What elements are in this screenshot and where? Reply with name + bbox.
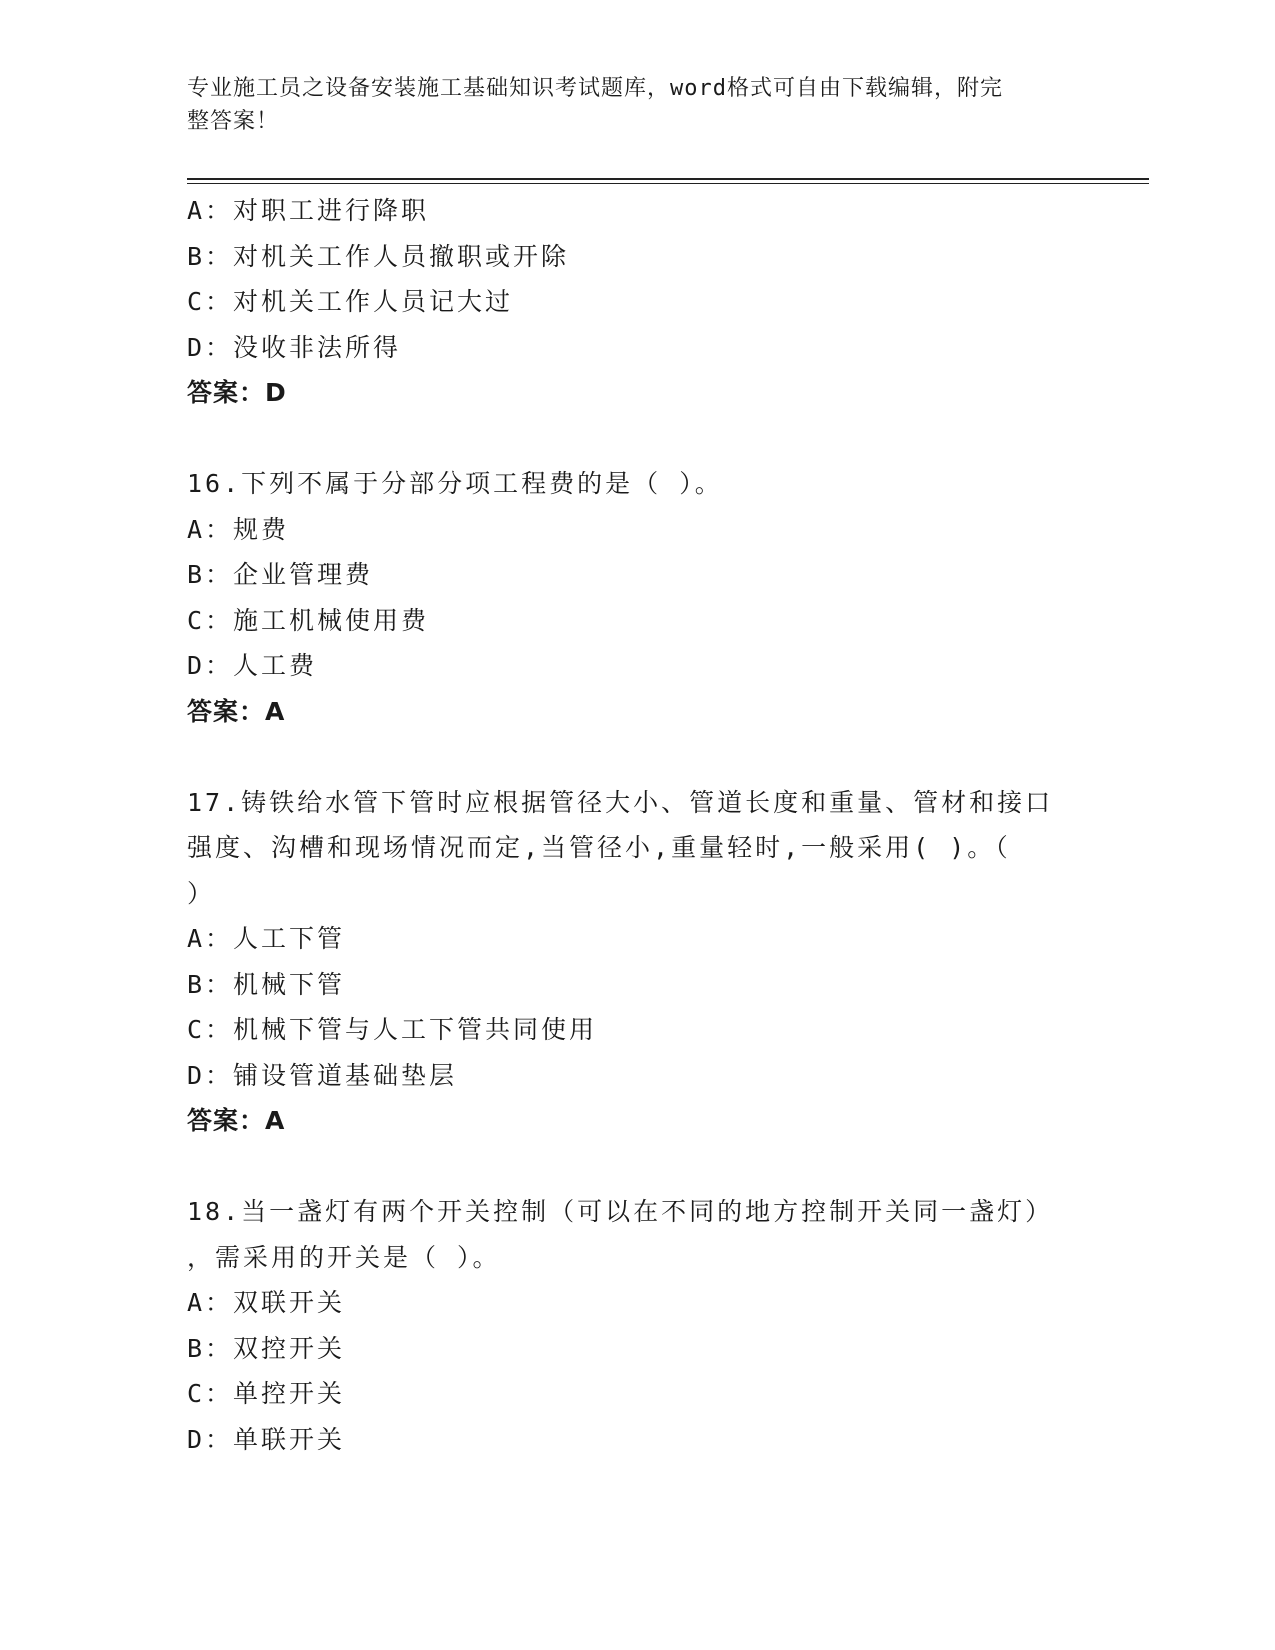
option-d: D：人工费 bbox=[187, 651, 318, 680]
option-b: B：企业管理费 bbox=[187, 560, 374, 589]
header-line-2: 整答案！ bbox=[187, 109, 280, 134]
question-18 bbox=[187, 1189, 1087, 1462]
question-text-line-1: 18.当一盏灯有两个开关控制（可以在不同的地方控制开关同一盏灯） bbox=[187, 1197, 1054, 1226]
question-16 bbox=[187, 461, 1087, 734]
question-list bbox=[187, 188, 1087, 1462]
header-line-1: 专业施工员之设备安装施工基础知识考试题库，word格式可自由下载编辑，附完 bbox=[187, 76, 1003, 101]
header-divider-thin bbox=[187, 183, 1149, 184]
spacer bbox=[187, 1144, 1087, 1190]
spacer bbox=[187, 734, 1087, 780]
answer-line: 答案：A bbox=[187, 696, 286, 726]
answer-line: 答案：D bbox=[187, 378, 287, 407]
question-text-line-3: ） bbox=[187, 878, 216, 908]
option-c: C：对机关工作人员记大过 bbox=[187, 287, 514, 316]
option-b: B：对机关工作人员撤职或开除 bbox=[187, 241, 570, 271]
option-c: C：单控开关 bbox=[187, 1379, 346, 1408]
header-divider-thick bbox=[187, 178, 1149, 180]
question-text-line-2: ，需采用的开关是（ ）。 bbox=[187, 1242, 501, 1272]
option-b: B：双控开关 bbox=[187, 1333, 346, 1363]
question-15 bbox=[187, 188, 1087, 416]
question-text-line-2: 强度、沟槽和现场情况而定,当管径小,重量轻时,一般采用( )。（ bbox=[187, 833, 1011, 862]
option-d: D：单联开关 bbox=[187, 1424, 346, 1454]
question-text: 16.下列不属于分部分项工程费的是（ ）。 bbox=[187, 469, 723, 498]
question-17 bbox=[187, 780, 1087, 1144]
option-b: B：机械下管 bbox=[187, 969, 346, 999]
spacer bbox=[187, 416, 1087, 462]
answer-line: 答案：A bbox=[187, 1106, 286, 1135]
option-d: D：铺设管道基础垫层 bbox=[187, 1060, 458, 1090]
option-a: A：双联开关 bbox=[187, 1288, 346, 1317]
option-a: A：对职工进行降职 bbox=[187, 196, 430, 225]
question-text-line-1: 17.铸铁给水管下管时应根据管径大小、管道长度和重量、管材和接口 bbox=[187, 787, 1054, 817]
option-c: C：施工机械使用费 bbox=[187, 605, 430, 635]
option-c: C：机械下管与人工下管共同使用 bbox=[187, 1015, 598, 1044]
option-a: A：规费 bbox=[187, 514, 290, 544]
option-a: A：人工下管 bbox=[187, 924, 346, 953]
option-d: D：没收非法所得 bbox=[187, 332, 402, 362]
document-header bbox=[187, 72, 1067, 138]
